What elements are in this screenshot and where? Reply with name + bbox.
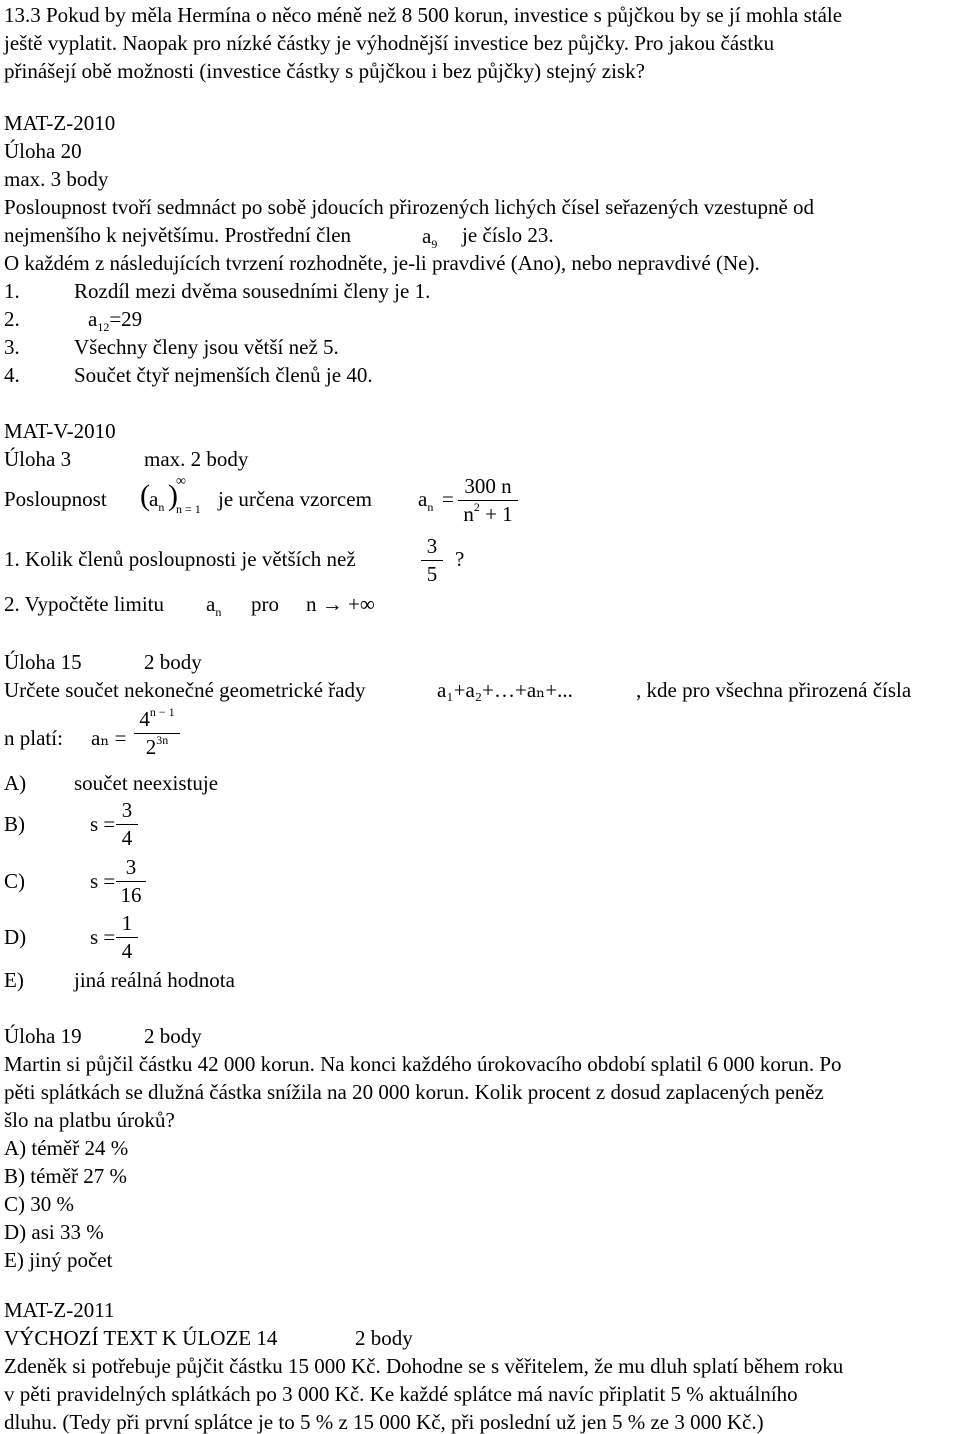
u19-line-2: pěti splátkách se dlužná částka snížila na 20 000 korun. Kolik procent z dosud zaplacených peněz bbox=[4, 1080, 824, 1104]
a-symbol: a bbox=[149, 487, 159, 511]
v2010-task: Úloha 3 bbox=[4, 447, 72, 471]
u15-an: aₙ = bbox=[91, 726, 127, 750]
fraction-3-5 bbox=[421, 536, 443, 585]
seq-an bbox=[149, 487, 165, 514]
u15-option-c-fraction bbox=[116, 857, 146, 906]
a9-term bbox=[422, 224, 438, 251]
u15-task: Úloha 15 bbox=[4, 650, 82, 674]
u19-option-a: A) téměř 24 % bbox=[4, 1136, 129, 1160]
a-symbol: a bbox=[422, 224, 432, 248]
seq-det: je určena vzorcem bbox=[218, 487, 372, 511]
z2010-code: MAT-Z-2010 bbox=[4, 111, 116, 135]
fraction-denominator bbox=[458, 500, 518, 526]
z2011-line-1: Zdeněk si potřebuje půjčit částku 15 000 Kč. Dohodne se s věřitelem, že mu dluh splatí během roku bbox=[4, 1354, 844, 1378]
a-symbol: a bbox=[418, 487, 428, 511]
den-n: n bbox=[463, 502, 474, 526]
u19-task: Úloha 19 bbox=[4, 1024, 82, 1048]
intro-line-2: ještě vyplatit. Naopak pro nízké částky je výhodnější investice bez půjčky. Pro jakou částku bbox=[4, 31, 775, 55]
u15-option-b-s: s = bbox=[90, 812, 116, 836]
z2010-task: Úloha 20 bbox=[4, 139, 82, 163]
u15-option-d-s: s = bbox=[90, 925, 116, 949]
den-exp: 2 bbox=[473, 500, 480, 514]
statement-4-num: 4. bbox=[4, 363, 20, 387]
u19-line-3: šlo na platbu úroků? bbox=[4, 1108, 175, 1132]
statement-1-num: 1. bbox=[4, 279, 20, 303]
index-12: 12 bbox=[97, 320, 110, 334]
fraction-denominator: 5 bbox=[426, 562, 438, 586]
den-base: 2 bbox=[145, 735, 157, 759]
u15-option-b-fraction bbox=[116, 800, 138, 849]
formula-eq: = bbox=[442, 487, 454, 511]
z2010-points: max. 3 body bbox=[4, 167, 109, 191]
u15-option-a: součet neexistuje bbox=[74, 771, 219, 795]
equals-29: =29 bbox=[109, 307, 143, 331]
num-base: 4 bbox=[139, 707, 150, 731]
u19-points: 2 body bbox=[144, 1024, 202, 1048]
fraction-numerator: 1 bbox=[121, 911, 133, 935]
z2011-line-2: v pěti pravidelných splátkách po 3 000 Kč. Ke každé splátce má navíc připlatit 5 % aktuálního bbox=[4, 1382, 798, 1406]
index-n: n bbox=[427, 500, 434, 514]
u15-text-2: , kde pro všechna přirozená čísla bbox=[636, 678, 912, 702]
fraction-numerator: 3 bbox=[121, 798, 133, 822]
den-rest: + 1 bbox=[485, 502, 513, 526]
u15-fraction bbox=[134, 705, 180, 759]
z2011-code: MAT-Z-2011 bbox=[4, 1298, 115, 1322]
limit-expr: n → +∞ bbox=[306, 592, 375, 616]
statement-3-num: 3. bbox=[4, 335, 20, 359]
fraction-denominator: 4 bbox=[121, 826, 133, 850]
fraction-bar bbox=[421, 560, 443, 561]
right-paren: ) bbox=[168, 479, 178, 512]
a-symbol: a bbox=[88, 307, 98, 331]
num-exp: n − 1 bbox=[149, 705, 175, 719]
z2011-points: 2 body bbox=[355, 1326, 413, 1350]
u19-option-d: D) asi 33 % bbox=[4, 1220, 104, 1244]
z2010-para-2a: nejmenšího k největšímu. Prostřední člen bbox=[4, 223, 352, 247]
intro-line-3: přinášejí obě možnosti (investice částky s půjčkou i bez půjčky) stejný zisk? bbox=[4, 59, 645, 83]
index-n: n bbox=[215, 605, 222, 619]
u19-option-c: C) 30 % bbox=[4, 1192, 74, 1216]
u15-option-a-label: A) bbox=[4, 771, 27, 795]
u15-option-d-label: D) bbox=[4, 925, 27, 949]
v2010-question-1: 1. Kolik členů posloupnosti je větších než bbox=[4, 547, 356, 571]
a-symbol: a bbox=[206, 592, 216, 616]
u15-option-e: jiná reálná hodnota bbox=[74, 968, 235, 992]
question-mark: ? bbox=[455, 547, 465, 571]
fraction-numerator bbox=[134, 705, 180, 731]
u15-points: 2 body bbox=[144, 650, 202, 674]
seq-upper: ∞ bbox=[176, 474, 186, 489]
z2011-heading: VÝCHOZÍ TEXT K ÚLOZE 14 bbox=[4, 1326, 278, 1350]
z2010-para-1: Posloupnost tvoří sedmnáct po sobě jdoucích přirozených lichých čísel seřazených vzestupně od bbox=[4, 195, 815, 219]
index-n: n bbox=[158, 500, 165, 514]
z2010-para-3: O každém z následujících tvrzení rozhodněte, je-li pravdivé (Ano), nebo nepravdivé (Ne). bbox=[4, 251, 760, 275]
statement-2 bbox=[88, 307, 143, 334]
fraction-numerator: 3 bbox=[426, 534, 438, 558]
z2011-line-3: dluhu. (Tedy při první splátce je to 5 % z 15 000 Kč, při poslední už jen 5 % ze 3 000 Kč.) bbox=[4, 1410, 764, 1434]
index-9: 9 bbox=[431, 237, 438, 251]
fraction-bar bbox=[458, 500, 518, 501]
u15-option-b-label: B) bbox=[4, 812, 25, 836]
statement-3: Všechny členy jsou větší než 5. bbox=[74, 335, 339, 359]
u19-line-1: Martin si půjčil částku 42 000 korun. Na konci každého úrokovacího období splatil 6 000 korun. Po bbox=[4, 1052, 842, 1076]
z2010-para-2b: je číslo 23. bbox=[462, 223, 554, 247]
seq-lower: n = 1 bbox=[176, 502, 201, 516]
u15-option-d-fraction bbox=[116, 913, 138, 962]
statement-1: Rozdíl mezi dvěma sousedními členy je 1. bbox=[74, 279, 431, 303]
fraction-denominator bbox=[134, 733, 180, 759]
den-exp: 3n bbox=[156, 733, 169, 747]
v2010-code: MAT-V-2010 bbox=[4, 419, 116, 443]
u19-option-b: B) téměř 27 % bbox=[4, 1164, 128, 1188]
seq-label: Posloupnost bbox=[4, 487, 107, 511]
fraction-denominator: 4 bbox=[121, 939, 133, 963]
limit-an bbox=[206, 592, 222, 619]
fraction-numerator: 300 n bbox=[464, 474, 512, 498]
formula-an bbox=[418, 487, 434, 514]
formula-fraction bbox=[458, 476, 518, 525]
fraction-numerator: 3 bbox=[125, 855, 137, 879]
limit-pro: pro bbox=[251, 592, 279, 616]
fraction-bar bbox=[116, 937, 138, 938]
intro-line-1: 13.3 Pokud by měla Hermína o něco méně než 8 500 korun, investice s půjčkou by se jí mohla stále bbox=[4, 3, 843, 27]
fraction-denominator: 16 bbox=[120, 883, 142, 907]
u15-option-c-s: s = bbox=[90, 869, 116, 893]
fraction-bar bbox=[116, 824, 138, 825]
u15-plati: n platí: bbox=[4, 726, 63, 750]
statement-2-num: 2. bbox=[4, 307, 20, 331]
fraction-bar bbox=[116, 881, 146, 882]
u15-text: Určete součet nekonečné geometrické řady bbox=[4, 678, 366, 702]
statement-4: Součet čtyř nejmenších členů je 40. bbox=[74, 363, 373, 387]
v2010-question-2: 2. Vypočtěte limitu bbox=[4, 592, 165, 616]
u15-series: a₁+a₂+…+aₙ+... bbox=[437, 678, 573, 702]
u15-option-c-label: C) bbox=[4, 869, 25, 893]
u19-option-e: E) jiný počet bbox=[4, 1248, 113, 1272]
left-paren: ( bbox=[140, 479, 150, 512]
u15-option-e-label: E) bbox=[4, 968, 24, 992]
v2010-points: max. 2 body bbox=[144, 447, 249, 471]
